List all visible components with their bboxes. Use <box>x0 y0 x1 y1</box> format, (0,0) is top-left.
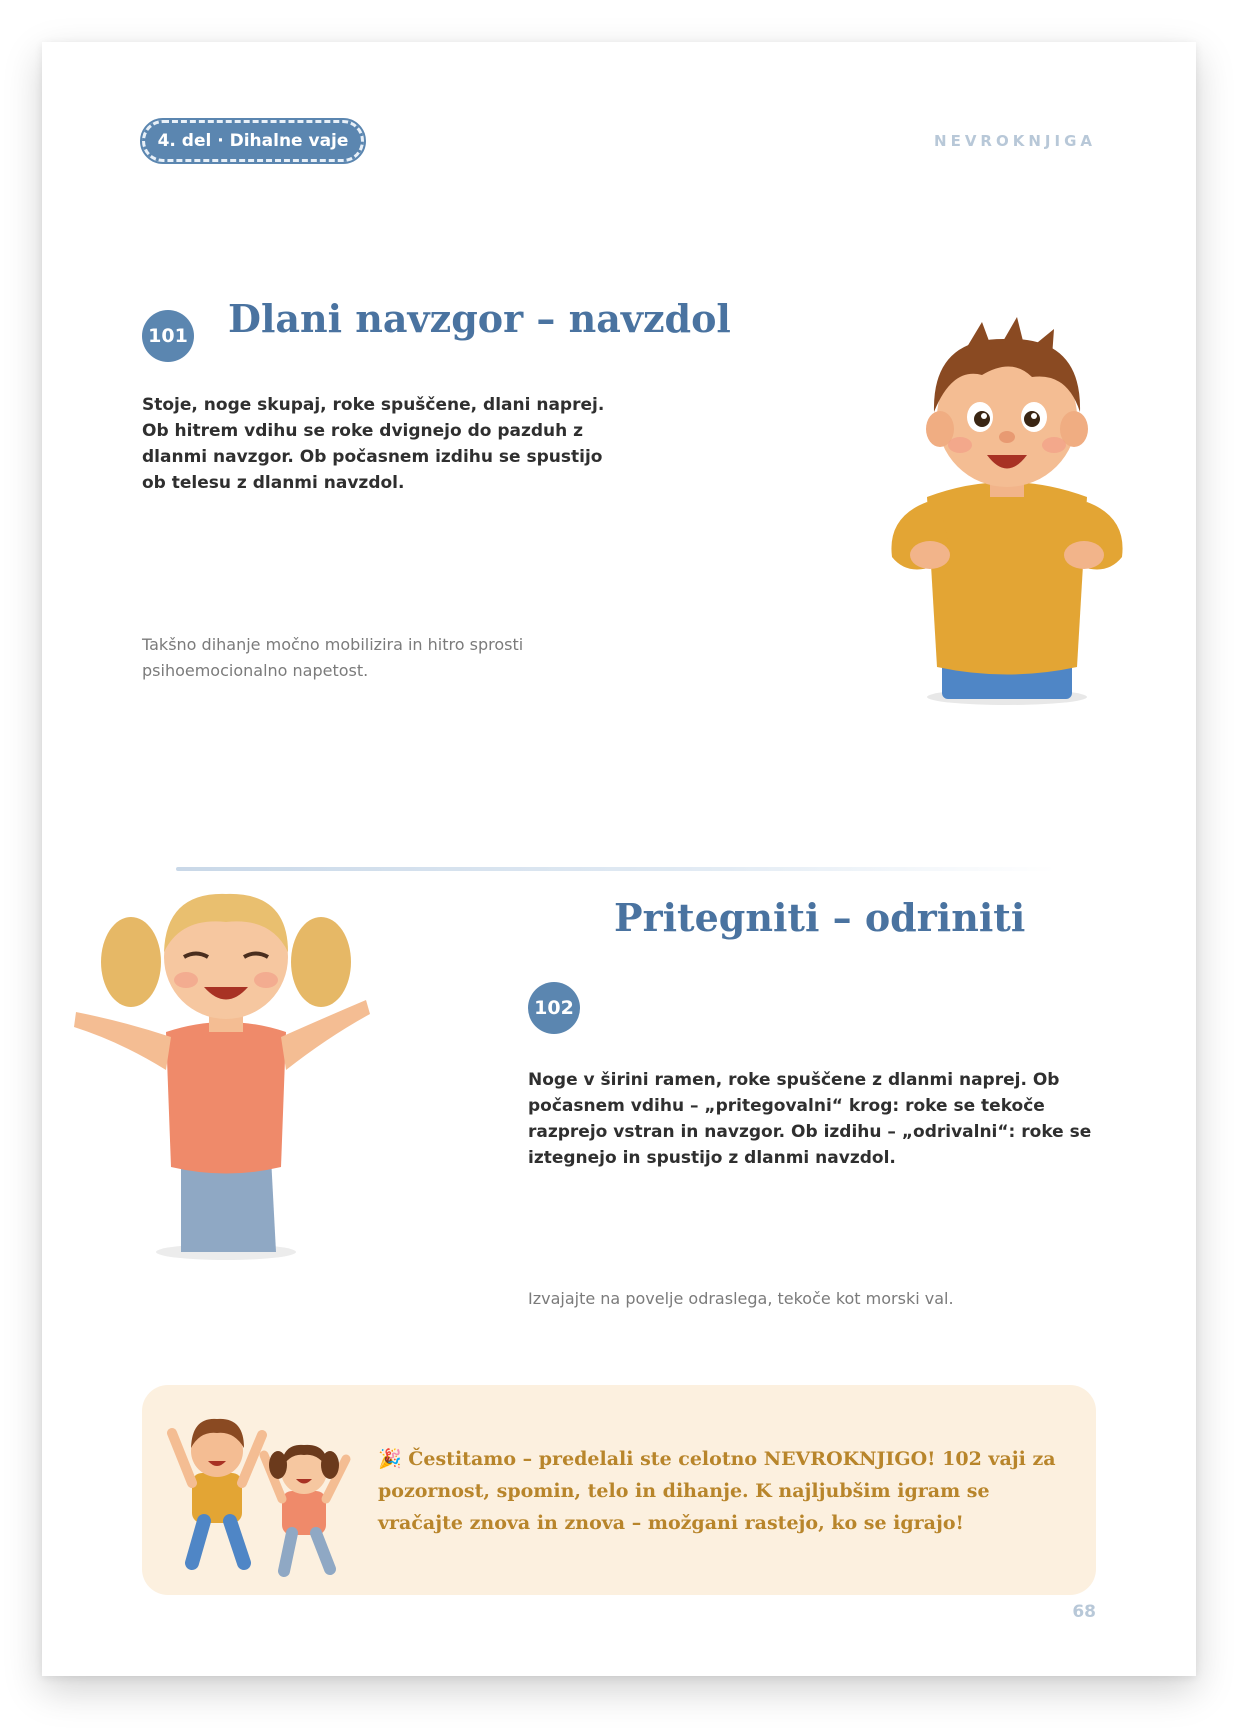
congratulations-box <box>142 1385 1096 1595</box>
exercise-number-badge: 102 <box>528 982 580 1034</box>
jumping-kids-illustration <box>164 1403 364 1583</box>
exercise-title: Pritegniti – odriniti <box>614 895 1026 940</box>
exercise-note: Izvajajte na povelje odraslega, tekoče kot morski val. <box>528 1289 954 1308</box>
exercise-number-badge: 101 <box>142 310 194 362</box>
girl-illustration <box>66 902 376 1262</box>
brand-label: NEVROKNJIGA <box>934 132 1096 150</box>
boy-illustration <box>872 317 1142 707</box>
book-page <box>42 42 1196 1676</box>
section-divider <box>176 867 1056 871</box>
exercise-description: Noge v širini ramen, roke spuščene z dlanmi naprej. Ob počasnem vdihu – „pritegovalni“ krog: roke se tekoče razprejo vstran in navzgor. Ob izdihu – „odrivalni“: roke se iztegnejo in spustijo z dlanmi navzdol. <box>528 1070 1092 1168</box>
page-number: 68 <box>1072 1602 1096 1622</box>
exercise-note: Takšno dihanje močno mobilizira in hitro sprosti psihoemocionalno napetost. <box>142 635 524 680</box>
congratulations-message: 🎉 Čestitamo – predelali ste celotno NEVROKNJIGO! 102 vaji za pozornost, spomin, telo in dihanje. K najljubšim igram se vračajte znova in znova – možgani rastejo, ko se igrajo! <box>378 1448 1056 1534</box>
exercise-description: Stoje, noge skupaj, roke spuščene, dlani naprej. Ob hitrem vdihu se roke dvignejo do pazduh z dlanmi navzgor. Ob počasnem izdihu se spustijo ob telesu z dlanmi navzdol. <box>142 395 605 493</box>
exercise-title: Dlani navzgor – navzdol <box>228 296 731 341</box>
chapter-badge: 4. del · Dihalne vaje <box>142 120 364 162</box>
